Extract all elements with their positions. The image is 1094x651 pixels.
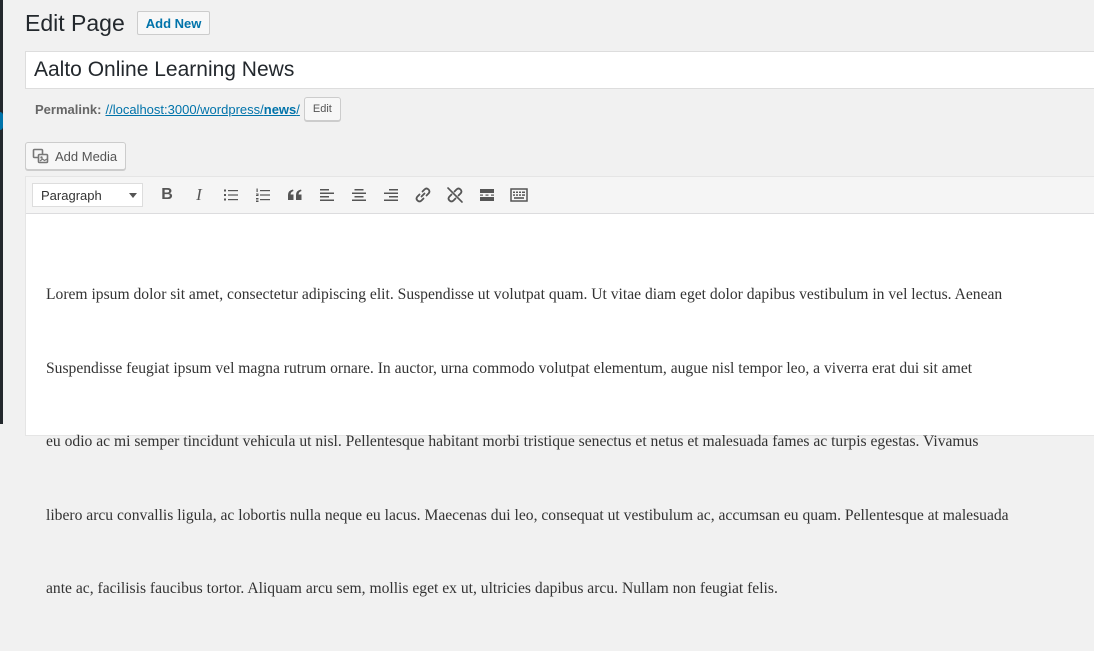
admin-menu-edge bbox=[0, 0, 3, 424]
permalink-row bbox=[35, 97, 341, 121]
page-header bbox=[25, 8, 210, 38]
add-media-icon bbox=[32, 147, 50, 165]
format-select-value: Paragraph bbox=[41, 187, 102, 203]
editor-content[interactable] bbox=[26, 214, 1094, 651]
blockquote-icon bbox=[287, 189, 303, 201]
add-new-button[interactable]: Add New bbox=[137, 11, 211, 35]
permalink-url-prefix: //localhost:3000/wordpress/ bbox=[105, 101, 264, 117]
permalink-link[interactable] bbox=[105, 102, 299, 117]
read-more-button[interactable] bbox=[471, 181, 503, 209]
permalink-url-suffix: / bbox=[296, 101, 300, 117]
numbered-list-button[interactable] bbox=[247, 181, 279, 209]
align-right-button[interactable] bbox=[375, 181, 407, 209]
link-icon bbox=[414, 186, 432, 204]
remove-link-button[interactable] bbox=[439, 181, 471, 209]
post-title-input[interactable] bbox=[25, 51, 1094, 89]
align-center-button[interactable] bbox=[343, 181, 375, 209]
content-line: ante ac, facilisis faucibus tortor. Aliquam arcu sem, mollis eget ex ut, ultricies dapibus arcu. Nullam non feugiat felis. bbox=[46, 580, 778, 597]
chevron-down-icon bbox=[129, 193, 137, 198]
add-media-label: Add Media bbox=[55, 148, 118, 164]
align-left-icon bbox=[319, 188, 335, 202]
bulleted-list-icon bbox=[223, 188, 239, 202]
bulleted-list-button[interactable] bbox=[215, 181, 247, 209]
blockquote-button[interactable] bbox=[279, 181, 311, 209]
permalink-edit-button[interactable]: Edit bbox=[304, 97, 341, 121]
content-line: Lorem ipsum dolor sit amet, consectetur adipiscing elit. Suspendisse ut volutpat quam. Ut vitae diam eget dolor dapibus vestibulum in vel lectus. Aenean bbox=[46, 286, 1003, 303]
editor-toolbar bbox=[26, 177, 1094, 214]
permalink-label: Permalink: bbox=[35, 101, 102, 117]
content-line: Suspendisse feugiat ipsum vel magna rutrum ornare. In auctor, urna commodo volutpat elementum, augue nisl tempor leo, a viverra erat dui sit amet bbox=[46, 359, 973, 377]
keyboard-icon bbox=[510, 188, 528, 202]
content-line: eu odio ac mi semper tincidunt vehicula ut nisl. Pellentesque habitant morbi tristique senectus et netus et malesuada fames ac turpis egestas. Vivamus bbox=[46, 433, 979, 450]
unlink-icon bbox=[446, 186, 464, 204]
format-select[interactable] bbox=[32, 183, 143, 207]
align-left-button[interactable] bbox=[311, 181, 343, 209]
read-more-icon bbox=[479, 188, 495, 202]
align-center-icon bbox=[351, 188, 367, 202]
numbered-list-icon bbox=[255, 188, 271, 202]
bold-button[interactable] bbox=[151, 181, 183, 209]
permalink-slug: news bbox=[263, 101, 297, 117]
content-line: libero arcu convallis ligula, ac lobortis nulla neque eu lacus. Maecenas dui leo, consequat ut vestibulum ac, accumsan eu quam. Pellentesque at malesuada bbox=[46, 506, 1009, 524]
bold-icon: B bbox=[161, 186, 173, 203]
admin-menu-active-indicator bbox=[0, 112, 3, 130]
insert-link-button[interactable] bbox=[407, 181, 439, 209]
page-title: Edit Page bbox=[25, 10, 125, 36]
align-right-icon bbox=[383, 188, 399, 202]
add-media-button[interactable] bbox=[25, 142, 126, 170]
editor bbox=[25, 176, 1094, 597]
toolbar-toggle-button[interactable] bbox=[503, 181, 535, 209]
italic-button[interactable] bbox=[183, 181, 215, 209]
italic-icon: I bbox=[196, 185, 202, 204]
